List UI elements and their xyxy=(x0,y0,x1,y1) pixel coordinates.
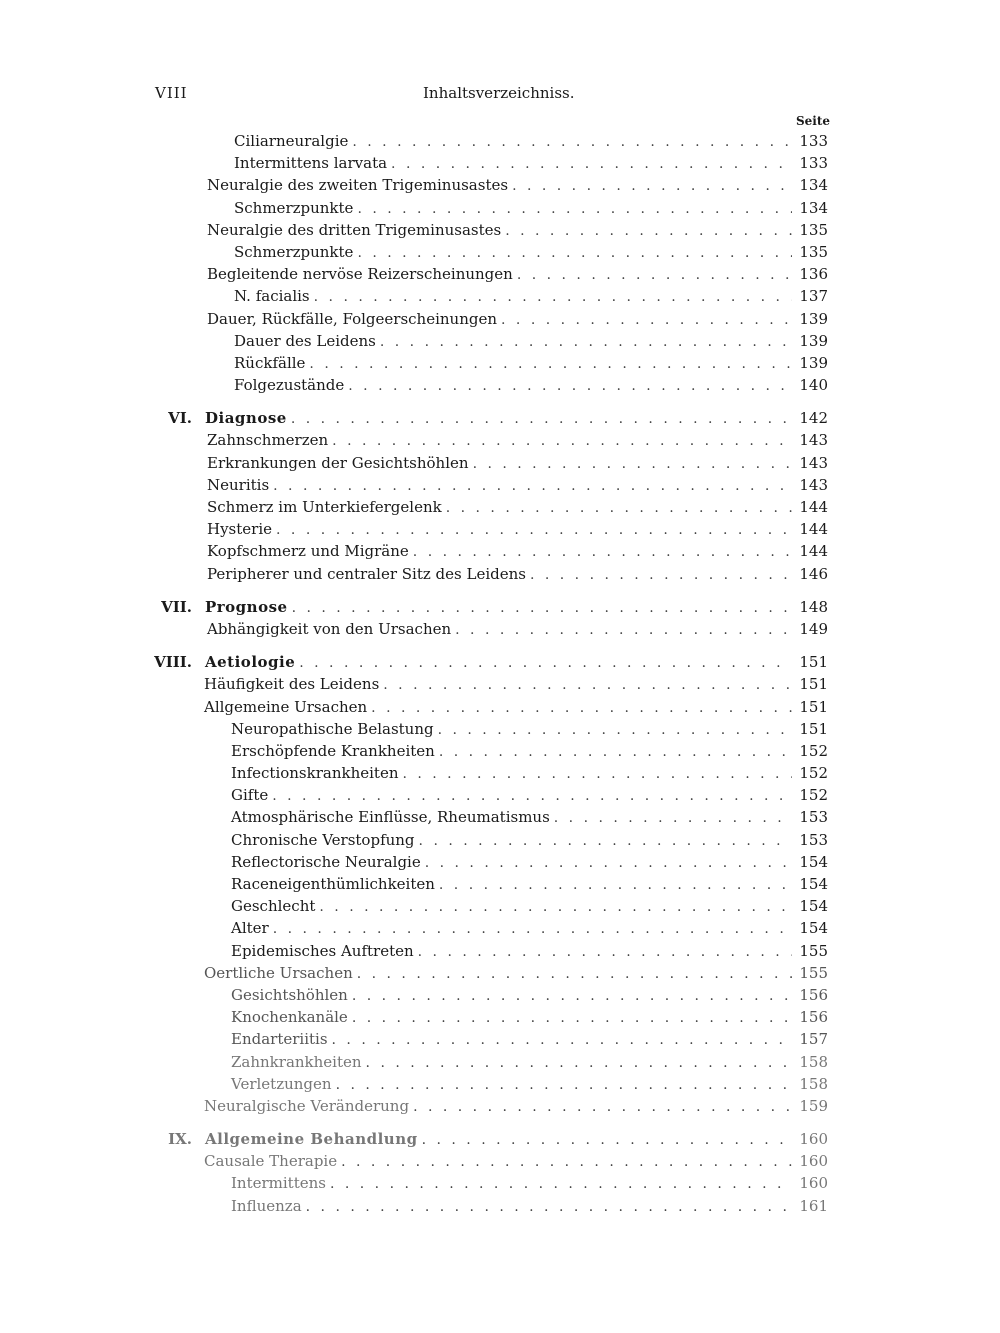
toc-entry-row xyxy=(0,940,1000,962)
toc-entry-row xyxy=(0,917,1000,939)
dot-leader xyxy=(352,134,792,150)
toc-entry-row xyxy=(0,1172,1000,1194)
entry-title: Atmosphärische Einflüsse, Rheumatismus xyxy=(231,808,550,827)
page-ref: 155 xyxy=(799,963,828,982)
toc-entry xyxy=(231,1174,828,1192)
toc-entry xyxy=(205,1130,828,1148)
toc-entry-row xyxy=(0,740,1000,762)
toc-entry xyxy=(207,310,828,328)
toc-entry xyxy=(234,132,828,150)
entry-title: Folgezustände xyxy=(234,376,345,395)
page-header xyxy=(155,84,835,108)
entry-title: Begleitende nervöse Reizerscheinungen xyxy=(207,265,513,284)
page-ref: 160 xyxy=(799,1174,828,1193)
entry-title: Ciliarneuralgie xyxy=(234,132,349,150)
toc-entry xyxy=(231,875,828,893)
toc-entry xyxy=(207,565,828,583)
toc-entry xyxy=(207,431,828,449)
chapter-number: VIII. xyxy=(154,653,192,672)
table-of-contents xyxy=(0,130,1000,1217)
dot-leader xyxy=(530,567,792,583)
toc-entry xyxy=(204,698,828,716)
toc-chapter-row xyxy=(0,596,1000,618)
page-ref: 144 xyxy=(799,498,828,516)
toc-entry xyxy=(234,243,828,261)
dot-leader xyxy=(554,810,792,826)
toc-entry xyxy=(207,221,828,239)
entry-title: Geschlecht xyxy=(231,897,316,916)
toc-entry-row xyxy=(0,241,1000,263)
toc-entry xyxy=(207,265,828,283)
entry-title: Epidemisches Auftreten xyxy=(231,941,414,960)
page-ref: 135 xyxy=(799,242,828,261)
page-ref: 143 xyxy=(799,431,828,450)
dot-leader xyxy=(517,267,792,283)
toc-entry-row xyxy=(0,152,1000,174)
toc-entry-row xyxy=(0,696,1000,718)
entry-title: Erschöpfende Krankheiten xyxy=(231,741,435,760)
toc-chapter-row xyxy=(0,1128,1000,1150)
page-ref: 156 xyxy=(799,1008,828,1027)
dot-leader xyxy=(439,744,792,760)
dot-leader xyxy=(309,356,792,372)
toc-entry-row xyxy=(0,474,1000,496)
page-ref: 151 xyxy=(799,697,828,716)
toc-entry xyxy=(231,1197,828,1215)
entry-title: Dauer, Rückfälle, Folgeerscheinungen xyxy=(207,309,498,328)
dot-leader xyxy=(438,722,792,738)
page-ref: 152 xyxy=(799,786,828,805)
dot-leader xyxy=(319,899,792,915)
seite-column-label: Seite xyxy=(795,114,830,128)
toc-entry xyxy=(231,720,828,738)
toc-entry-row xyxy=(0,618,1000,640)
toc-entry-row xyxy=(0,308,1000,330)
page-ref: 161 xyxy=(799,1196,828,1215)
toc-chapter-row xyxy=(0,407,1000,429)
entry-title: Oertliche Ursachen xyxy=(204,963,353,982)
toc-entry xyxy=(231,764,828,782)
page-ref: 133 xyxy=(799,154,828,173)
toc-entry xyxy=(231,1053,828,1071)
toc-entry-row xyxy=(0,197,1000,219)
dot-leader xyxy=(332,433,792,449)
page-ref: 152 xyxy=(799,741,828,760)
running-title: Inhaltsverzeichniss. xyxy=(423,84,575,102)
toc-entry-row xyxy=(0,496,1000,518)
toc-entry xyxy=(234,199,828,217)
page-ref: 134 xyxy=(799,176,828,195)
chapter-number: VI. xyxy=(168,409,192,428)
toc-entry-row xyxy=(0,1028,1000,1050)
page-number: VIII xyxy=(155,84,188,102)
entry-title: Knochenkanäle xyxy=(231,1008,348,1027)
toc-entry-row xyxy=(0,518,1000,540)
toc-entry xyxy=(204,1097,828,1115)
entry-title: N. facialis xyxy=(234,287,310,306)
page-ref: 144 xyxy=(799,520,828,539)
toc-entry-row xyxy=(0,762,1000,784)
page-ref: 155 xyxy=(799,941,828,960)
entry-title: Gesichtshöhlen xyxy=(231,985,348,1004)
toc-entry-row xyxy=(0,895,1000,917)
dot-leader xyxy=(380,334,792,350)
page-ref: 135 xyxy=(799,220,828,239)
dot-leader xyxy=(418,944,792,960)
dot-leader xyxy=(348,378,792,394)
dot-leader xyxy=(422,1132,792,1148)
page-ref: 142 xyxy=(799,409,828,428)
dot-leader xyxy=(439,877,792,893)
page-ref: 160 xyxy=(799,1152,828,1171)
dot-leader xyxy=(336,1077,792,1093)
toc-entry-row xyxy=(0,718,1000,740)
entry-title: Intermittens xyxy=(231,1174,326,1193)
entry-title: Hysterie xyxy=(207,520,273,539)
page-ref: 159 xyxy=(799,1096,828,1115)
page-ref: 158 xyxy=(799,1074,828,1093)
dot-leader xyxy=(446,500,792,516)
page-ref: 149 xyxy=(799,619,828,638)
toc-entry xyxy=(231,808,828,826)
dot-leader xyxy=(357,245,792,261)
toc-entry-row xyxy=(0,829,1000,851)
toc-entry xyxy=(207,476,828,494)
toc-entry xyxy=(231,1008,828,1026)
toc-entry-row xyxy=(0,130,1000,152)
page-ref: 143 xyxy=(799,475,828,494)
entry-title: Kopfschmerz und Migräne xyxy=(207,542,409,561)
page-ref: 143 xyxy=(799,453,828,472)
dot-leader xyxy=(352,988,792,1004)
entry-title: Schmerzpunkte xyxy=(234,242,354,261)
toc-entry-row xyxy=(0,1073,1000,1095)
toc-entry xyxy=(205,598,828,616)
toc-entry-row xyxy=(0,219,1000,241)
dot-leader xyxy=(272,788,792,804)
toc-entry xyxy=(207,520,828,538)
entry-title: Causale Therapie xyxy=(204,1152,338,1171)
entry-title: Gifte xyxy=(231,786,269,805)
dot-leader xyxy=(413,1099,792,1115)
dot-leader xyxy=(425,855,792,871)
page-ref: 158 xyxy=(799,1052,828,1071)
toc-entry xyxy=(231,742,828,760)
dot-leader xyxy=(473,456,792,472)
toc-entry xyxy=(207,498,828,516)
page-ref: 139 xyxy=(799,309,828,328)
toc-entry xyxy=(207,454,828,472)
dot-leader xyxy=(273,478,792,494)
page-ref: 153 xyxy=(799,830,828,849)
page-ref: 156 xyxy=(799,985,828,1004)
toc-entry xyxy=(204,964,828,982)
toc-entry-row xyxy=(0,374,1000,396)
toc-entry-row xyxy=(0,352,1000,374)
toc-entry xyxy=(205,653,828,671)
toc-entry-row xyxy=(0,174,1000,196)
page-ref: 160 xyxy=(799,1130,828,1149)
page-ref: 154 xyxy=(799,897,828,916)
toc-entry xyxy=(231,919,828,937)
entry-title: Neuritis xyxy=(207,475,270,494)
page-ref: 140 xyxy=(799,376,828,395)
toc-entry-row xyxy=(0,851,1000,873)
toc-entry-row xyxy=(0,873,1000,895)
toc-entry-row xyxy=(0,285,1000,307)
entry-title: Rückfälle xyxy=(234,353,306,372)
dot-leader xyxy=(352,1010,792,1026)
entry-title: Alter xyxy=(231,919,269,938)
page-ref: 137 xyxy=(799,287,828,306)
toc-entry-row xyxy=(0,806,1000,828)
dot-leader xyxy=(299,655,792,671)
entry-title: Schmerzpunkte xyxy=(234,198,354,217)
toc-entry-row xyxy=(0,1150,1000,1172)
entry-title: Abhängigkeit von den Ursachen xyxy=(207,619,452,638)
page-ref: 133 xyxy=(799,132,828,150)
dot-leader xyxy=(273,921,792,937)
chapter-title: Prognose xyxy=(205,597,288,616)
entry-title: Allgemeine Ursachen xyxy=(204,697,368,716)
dot-leader xyxy=(306,1199,792,1215)
dot-leader xyxy=(455,622,792,638)
toc-entry-row xyxy=(0,984,1000,1006)
page-ref: 139 xyxy=(799,331,828,350)
dot-leader xyxy=(357,201,792,217)
page-ref: 157 xyxy=(799,1030,828,1049)
dot-leader xyxy=(276,522,792,538)
dot-leader xyxy=(291,411,792,427)
dot-leader xyxy=(512,178,792,194)
toc-entry-row xyxy=(0,429,1000,451)
toc-chapter-row xyxy=(0,651,1000,673)
entry-title: Neuralgie des dritten Trigeminusastes xyxy=(207,220,502,239)
dot-leader xyxy=(501,312,792,328)
page-ref: 152 xyxy=(799,764,828,783)
page-ref: 151 xyxy=(799,653,828,672)
page-ref: 154 xyxy=(799,875,828,893)
toc-entry-row xyxy=(0,330,1000,352)
toc-entry-row xyxy=(0,540,1000,562)
dot-leader xyxy=(357,966,792,982)
entry-title: Neuropathische Belastung xyxy=(231,719,434,738)
toc-entry xyxy=(231,1075,828,1093)
toc-entry-row xyxy=(0,263,1000,285)
entry-title: Verletzungen xyxy=(231,1074,332,1093)
toc-entry-row xyxy=(0,673,1000,695)
page-ref: 148 xyxy=(799,597,828,616)
toc-entry xyxy=(231,897,828,915)
dot-leader xyxy=(371,700,792,716)
page-ref: 136 xyxy=(799,265,828,284)
chapter-number: IX. xyxy=(168,1130,192,1149)
entry-title: Intermittens larvata xyxy=(234,154,388,173)
entry-title: Erkrankungen der Gesichtshöhlen xyxy=(207,453,469,472)
entry-title: Zahnkrankheiten xyxy=(231,1052,362,1071)
toc-entry xyxy=(207,620,828,638)
toc-entry xyxy=(234,287,828,305)
page-ref: 151 xyxy=(799,675,828,694)
toc-entry xyxy=(231,942,828,960)
dot-leader xyxy=(391,156,792,172)
page-ref: 144 xyxy=(799,542,828,561)
dot-leader xyxy=(419,833,792,849)
toc-entry xyxy=(231,1030,828,1048)
page-ref: 153 xyxy=(799,808,828,827)
entry-title: Dauer des Leidens xyxy=(234,331,376,350)
toc-entry xyxy=(207,176,828,194)
toc-entry xyxy=(231,831,828,849)
chapter-title: Diagnose xyxy=(205,409,287,428)
toc-entry xyxy=(234,376,828,394)
toc-entry xyxy=(234,354,828,372)
toc-entry xyxy=(204,1152,828,1170)
entry-title: Peripherer und centraler Sitz des Leidens xyxy=(207,564,526,583)
entry-title: Neuralgie des zweiten Trigeminusastes xyxy=(207,176,509,195)
dot-leader xyxy=(413,544,792,560)
entry-title: Raceneigenthümlichkeiten xyxy=(231,875,435,893)
toc-entry-row xyxy=(0,452,1000,474)
dot-leader xyxy=(332,1032,792,1048)
entry-title: Endarteriitis xyxy=(231,1030,328,1049)
entry-title: Häufigkeit des Leidens xyxy=(204,675,380,694)
dot-leader xyxy=(330,1176,792,1192)
page-ref: 134 xyxy=(799,198,828,217)
dot-leader xyxy=(383,677,792,693)
toc-entry-row xyxy=(0,784,1000,806)
toc-entry xyxy=(234,332,828,350)
page-ref: 154 xyxy=(799,852,828,871)
entry-title: Influenza xyxy=(231,1196,302,1215)
toc-entry xyxy=(231,853,828,871)
toc-entry xyxy=(207,542,828,560)
entry-title: Chronische Verstopfung xyxy=(231,830,415,849)
entry-title: Zahnschmerzen xyxy=(207,431,329,450)
dot-leader xyxy=(366,1055,792,1071)
dot-leader xyxy=(402,766,792,782)
dot-leader xyxy=(292,600,792,616)
toc-entry-row xyxy=(0,1195,1000,1217)
toc-entry xyxy=(231,986,828,1004)
entry-title: Infectionskrankheiten xyxy=(231,764,399,783)
toc-entry-row xyxy=(0,962,1000,984)
toc-entry xyxy=(234,154,828,172)
toc-entry-row xyxy=(0,563,1000,585)
page-ref: 139 xyxy=(799,353,828,372)
toc-entry xyxy=(205,409,828,427)
page-ref: 154 xyxy=(799,919,828,938)
entry-title: Schmerz im Unterkiefergelenk xyxy=(207,498,442,516)
toc-entry-row xyxy=(0,1051,1000,1073)
chapter-title: Allgemeine Behandlung xyxy=(205,1130,418,1149)
entry-title: Neuralgische Veränderung xyxy=(204,1096,410,1115)
toc-entry xyxy=(204,675,828,693)
chapter-title: Aetiologie xyxy=(205,653,296,672)
entry-title: Reflectorische Neuralgie xyxy=(231,852,421,871)
chapter-number: VII. xyxy=(161,597,192,616)
page-ref: 146 xyxy=(799,564,828,583)
dot-leader xyxy=(341,1154,792,1170)
dot-leader xyxy=(505,223,792,239)
page-ref: 151 xyxy=(799,719,828,738)
toc-entry-row xyxy=(0,1006,1000,1028)
toc-entry xyxy=(231,786,828,804)
toc-entry-row xyxy=(0,1095,1000,1117)
dot-leader xyxy=(314,289,792,305)
